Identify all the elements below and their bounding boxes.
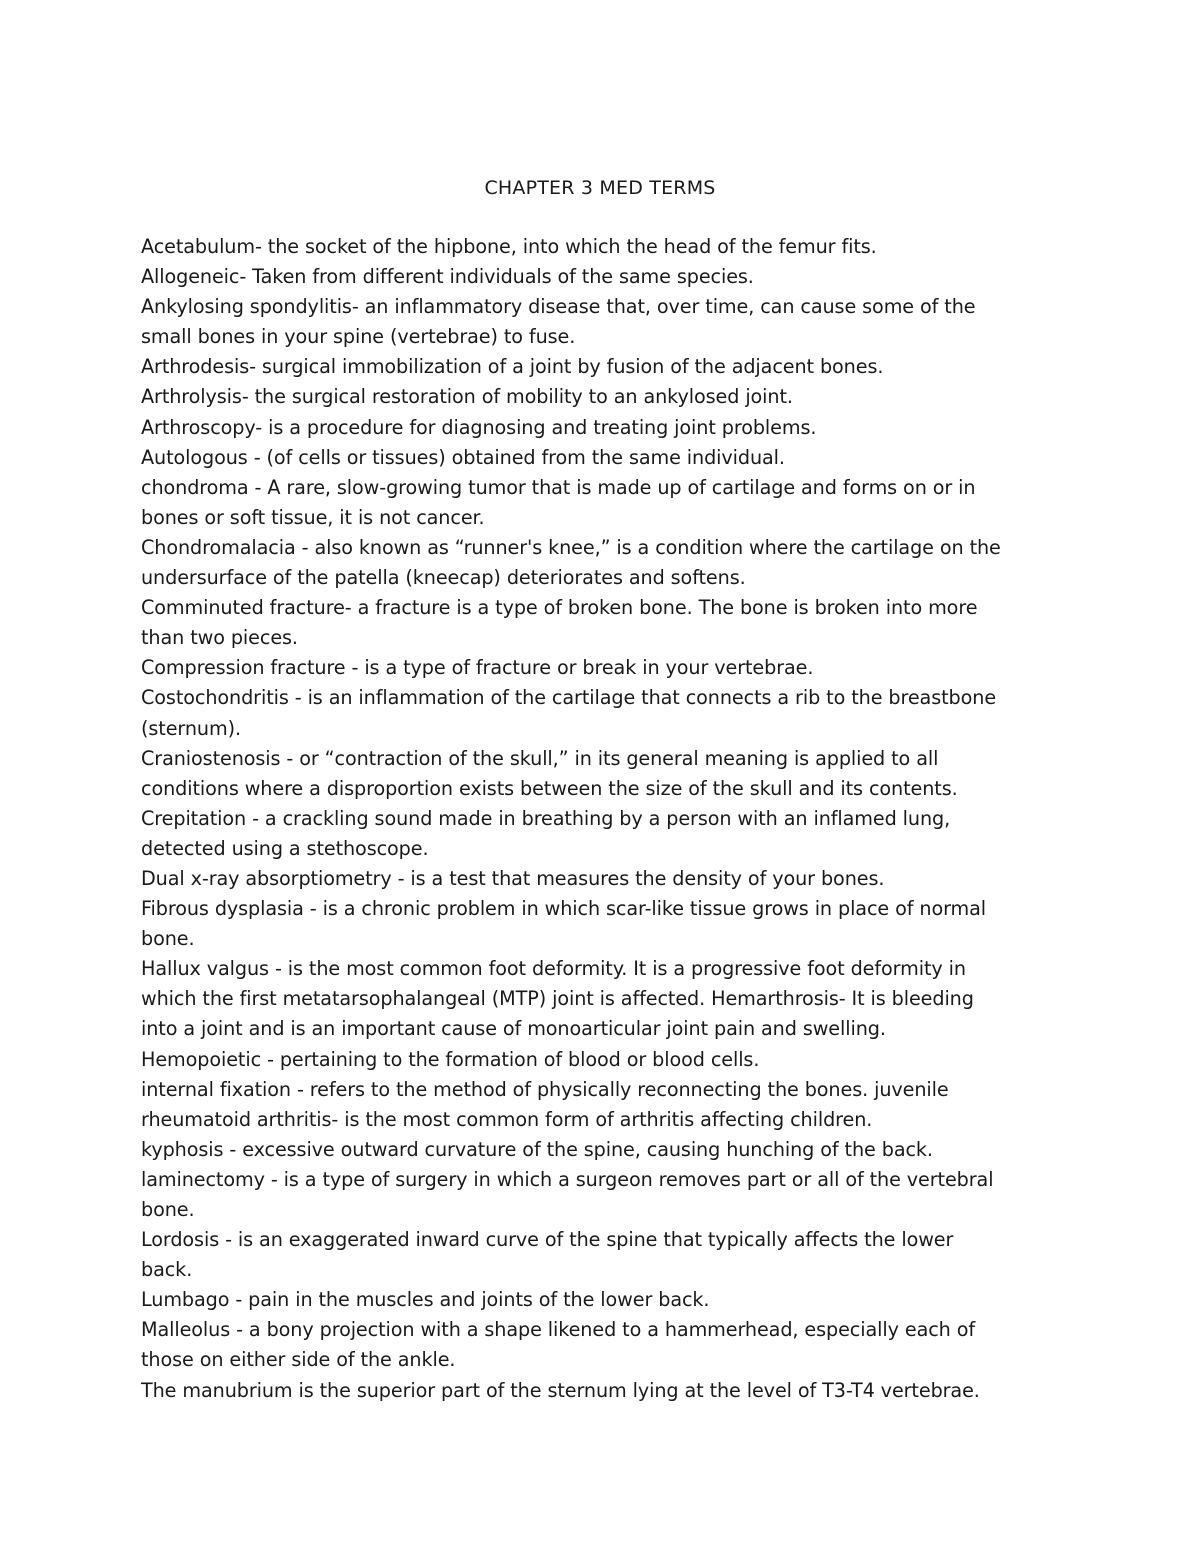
text-line: Chondromalacia - also known as “runner's knee,” is a condition where the cartilage on the: [141, 535, 1001, 559]
text-line: Acetabulum- the socket of the hipbone, into which the head of the femur fits.: [141, 235, 877, 258]
text-line: The manubrium is the superior part of the sternum lying at the level of T3-T4 vertebrae.: [141, 1378, 980, 1402]
text-line: Autologous - (of cells or tissues) obtained from the same individual.: [141, 445, 785, 469]
text-line: kyphosis - excessive outward curvature of the spine, causing hunching of the back.: [141, 1137, 933, 1161]
text-line: conditions where a disproportion exists between the size of the skull and its contents.: [141, 776, 958, 800]
text-line: Arthrolysis- the surgical restoration of mobility to an ankylosed joint.: [141, 385, 793, 409]
text-line: Arthrodesis- surgical immobilization of a joint by fusion of the adjacent bones.: [141, 355, 884, 379]
text-line: Crepitation - a crackling sound made in breathing by a person with an inflamed lung,: [141, 806, 951, 830]
text-line: Compression fracture - is a type of fracture or break in your vertebrae.: [141, 656, 814, 680]
text-line: Dual x-ray absorptiometry - is a test that measures the density of your bones.: [141, 866, 885, 890]
text-line: bones or soft tissue, it is not cancer.: [141, 505, 485, 529]
text-line: Ankylosing spondylitis- an inflammatory disease that, over time, can cause some of the: [141, 295, 976, 319]
text-line: Hemopoietic - pertaining to the formation of blood or blood cells.: [141, 1047, 760, 1071]
text-line: than two pieces.: [141, 626, 298, 650]
text-line: undersurface of the patella (kneecap) deteriorates and softens.: [141, 566, 746, 590]
text-line: Lordosis - is an exaggerated inward curve of the spine that typically affects the lower: [141, 1228, 954, 1252]
text-line: Malleolus - a bony projection with a shape likened to a hammerhead, especially each of: [141, 1318, 976, 1342]
text-line: Costochondritis - is an inflammation of the cartilage that connects a rib to the breastbone: [141, 686, 997, 710]
text-line: Arthroscopy- is a procedure for diagnosing and treating joint problems.: [141, 415, 817, 439]
text-line: into a joint and is an important cause of monoarticular joint pain and swelling.: [141, 1017, 886, 1041]
text-line: which the first metatarsophalangeal (MTP) joint is affected. Hemarthrosis- It is bleeding: [141, 987, 974, 1011]
text-line: Allogeneic- Taken from different individuals of the same species.: [141, 265, 754, 289]
text-line: (sternum).: [141, 716, 241, 740]
text-line: internal fixation - refers to the method of physically reconnecting the bones. juvenile: [141, 1077, 949, 1101]
text-line: small bones in your spine (vertebrae) to fuse.: [141, 325, 576, 349]
text-line: laminectomy - is a type of surgery in which a surgeon removes part or all of the vertebral: [141, 1167, 994, 1191]
text-line: bone.: [141, 927, 195, 951]
text-line: those on either side of the ankle.: [141, 1348, 456, 1372]
text-line: back.: [141, 1258, 193, 1282]
document-body: [141, 232, 1071, 1406]
text-line: Hallux valgus - is the most common foot deformity. It is a progressive foot deformity in: [141, 957, 966, 981]
text-line: Lumbago - pain in the muscles and joints of the lower back.: [141, 1288, 710, 1312]
text-line: Fibrous dysplasia - is a chronic problem in which scar-like tissue grows in place of normal: [141, 897, 987, 921]
text-line: chondroma - A rare, slow-growing tumor that is made up of cartilage and forms on or in: [141, 475, 976, 499]
text-line: bone.: [141, 1198, 195, 1221]
document-title: CHAPTER 3 MED TERMS: [484, 177, 716, 199]
text-line: Craniostenosis - or “contraction of the skull,” in its general meaning is applied to all: [141, 746, 939, 770]
text-line: Comminuted fracture- a fracture is a type of broken bone. The bone is broken into more: [141, 596, 978, 620]
text-line: rheumatoid arthritis- is the most common form of arthritis affecting children.: [141, 1107, 873, 1131]
text-line: detected using a stethoscope.: [141, 836, 429, 860]
